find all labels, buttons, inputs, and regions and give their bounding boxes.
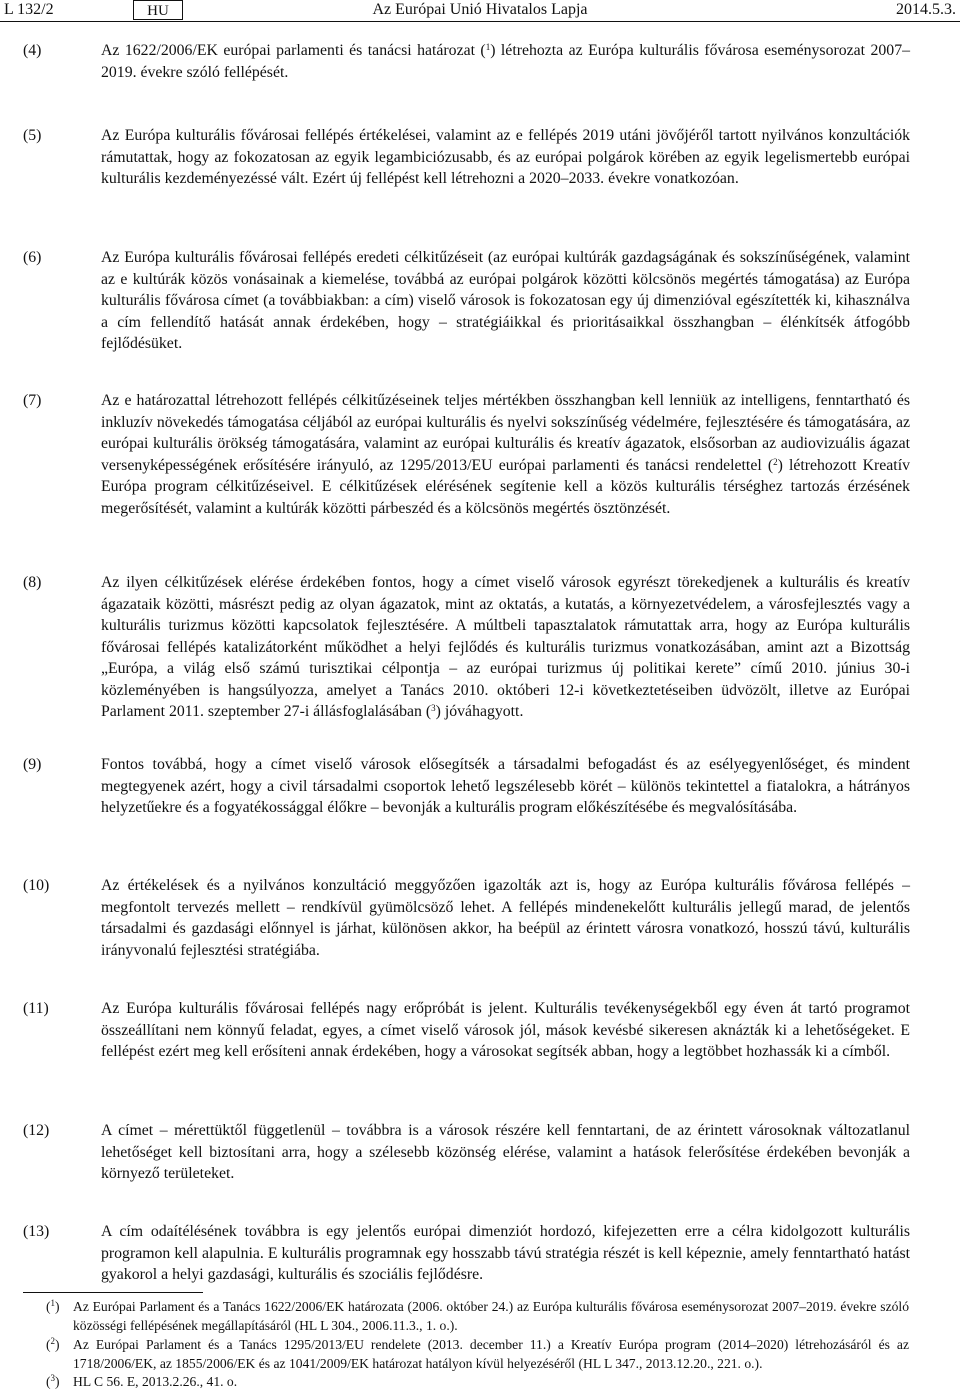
footnote-number-value: 2 [50,1336,56,1346]
recital-number: (11) [23,1000,49,1017]
page-reference: L 132/2 [4,1,54,18]
recital-text [101,1120,910,1185]
recital-text-segment: Az Európa kulturális fővárosai fellépés eredeti célkitűzéseit (az európai kultúrák gazdagságának és sokszínűségének, valamint az e kultúrák közös vonásainak a kiemelése, továbbá az európai polgárok közötti kölcsönös megértés támogatása) az Európa kulturális fővárosa címet (a továbbiakban: a cím) viselő városok is fokozatosan egy új dimenzióval egészítették ki, kihasználva a cím fellendítő hatását annak érdekében, hogy – stratégiáikkal és prioritásaikkal összhangban – élénkítsék átfogóbb fejlődésüket. [101,249,910,352]
recital-text [101,390,910,519]
recital-number: (7) [23,392,42,409]
recital-number: (6) [23,249,42,266]
recital-number: (10) [23,877,50,894]
recital-text [101,125,910,190]
footnote-reference[interactable]: 2 [773,456,778,467]
journal-title: Az Európai Unió Hivatalos Lapja [372,1,588,18]
recital-number: (13) [23,1223,50,1240]
footnote-number: ($^2$) [46,1336,60,1352]
header-rule [0,21,960,22]
recital-number: (12) [23,1122,50,1139]
footnote-number: ($^1$) [46,1298,60,1314]
recital-number: (5) [23,127,42,144]
recital-text [101,572,910,723]
recital-text-segment: Az e határozattal létrehozott fellépés célkitűzéseinek teljes mértékben összhangban kell lenniük az intelligens, fenntartható és inkluzív növekedés támogatása céljából az európai kulturális és nyelvi sokszínűség védelmére, fejlesztésére és támogatására, az európai kulturális örökség támogatására, valamint az európai kulturális és kreatív ágazatok, elsősorban az audiovizuális ágazat versenyképességének erősítésére irányuló, az 1295/2013/EU európai parlamenti és tanácsi rendelettel ( [101,392,910,474]
recital-text-segment: Az 1622/2006/EK európai parlamenti és tanácsi határozat ( [101,42,486,59]
recital-text-segment: Az Európa kulturális fővárosai fellépés értékelései, valamint az e fellépés 2019 utáni jövőjéről tartott nyilvános konzultációk rámutattak, hogy az fokozatosan az egyik legambiciózusabb, és az európai polgárok körében az egyik legelismertebb európai kulturális kezdeményezéssé vált. Ezért új fellépést kell létrehozni a 2020–2033. évekre vonatkozóan. [101,127,910,187]
recital-text-segment: ) létrehozott Kreatív Európa program célkitűzéseivel. E célkitűzések elérésének segítenie kell a közös kulturális térséghez tartozás érzésének megerősítését, valamint a kultúrák közötti párbeszéd és a kölcsönös megértés ösztönzését. [101,456,910,517]
footnote-number: ($^3$) [46,1373,60,1389]
recital-text-segment: ) létrehozta az Európa kulturális fővárosa eseménysorozat 2007–2019. évekre szóló fellépését. [101,42,910,81]
recital-text [101,754,910,819]
footnote-separator [23,1292,203,1293]
language-code-box: HU [133,0,183,20]
recital-text-segment: ) jóváhagyott. [435,703,524,720]
recital-text-segment: Fontos továbbá, hogy a címet viselő városok elősegítsék a társadalmi befogadást és az esélyegyenlőséget, és mindent megtegyenek azért, hogy a civil társadalmi csoportok lehető legszélesebb körét – különös tekintettel a fiatalokra, a hátrányos helyzetűekre és a fogyatékossággal élőkre – bevonják a kulturális program előkészítésébe és megvalósításába. [101,756,910,816]
recital-text [101,875,910,961]
recital-text-segment: Az Európa kulturális fővárosai fellépés nagy erőpróbát is jelent. Kulturális tevékenységekből egy éven át tartó programot összeállítani nem könnyű feladat, egyes, a címet viselő városok jól, mások kevésbé sikeresen aknázták ki a lehetőségeket. E fellépést ezért meg kell erősíteni annak érdekében, hogy a városokat segítsék abban, hogy a legtöbbet hozhassák ki a címből. [101,1000,910,1060]
recital-number: (9) [23,756,42,773]
footnote-text: HL C 56. E, 2013.2.26., 41. o. [73,1374,238,1389]
recital-text [101,998,910,1063]
recital-number: (8) [23,574,42,591]
footnote-text: Az Európai Parlament és a Tanács 1622/2006/EK határozata (2006. október 24.) az Európa kulturális fővárosa eseménysorozat 2007–2019. évekre szóló közösségi fellépésének megállapításáról (HL L 304., 2006.11.3., 1. o.). [73,1299,909,1333]
footnote-reference[interactable]: 3 [431,703,436,713]
footnote-reference[interactable]: 1 [485,42,491,52]
footnote-number-value: 3 [50,1373,56,1383]
publication-date: 2014.5.3. [896,1,956,18]
footnote-text: Az Európai Parlament és a Tanács 1295/2013/EU rendelete (2013. december 11.) a Kreatív Európa program (2014–2020) létrehozásáról és az 1718/2006/EK, az 1855/2006/EK és az 1041/2009/EK határozat hatályon kívül helyezéséről (HL L 347., 2013.12.20., 221. o.). [73,1337,909,1371]
recital-text [101,1221,910,1286]
recital-text [101,40,910,83]
recital-number: (4) [23,42,42,59]
recital-text-segment: Az értékelések és a nyilvános konzultáció meggyőzően igazolták azt is, hogy az Európa kulturális fővárosa fellépés – megfontolt tervezés mellett – rendkívül gyümölcsöző lehet. A fellépés mindenekelőtt kulturális jellegű marad, de jelentős társadalmi és gazdasági előnnyel is járhat, különösen akkor, ha beépül az érintett városra vonatkozó, hosszú távú, kulturális irányvonalú fejlesztési stratégiába. [101,877,910,959]
recital-text [101,247,910,355]
footnote-number-value: 1 [50,1298,56,1308]
recital-text-segment: A címet – mérettüktől függetlenül – továbbra is a városok részére kell fenntartani, de az érintett városoknak változatlanul lehetőséget kell biztosítani arra, hogy a szélesebb közönség elérése, valamint a hatások felerősítése érdekében bevonják a környező területeket. [101,1122,910,1182]
recital-text-segment: A cím odaítélésének továbbra is egy jelentős európai dimenziót hordozó, kifejezetten erre a célra kidolgozott kulturális programon kell alapulnia. E kulturális programnak egy hosszabb távú stratégia részét is kell képeznie, amely fenntartható hatást gyakorol a helyi gazdasági, kulturális és szociális fejlődésre. [101,1223,910,1283]
recital-text-segment: Az ilyen célkitűzések elérése érdekében fontos, hogy a címet viselő városok egyrészt törekedjenek a kulturális és kreatív ágazataik közötti, másrészt pedig az olyan ágazatok, mint az oktatás, a kutatás, a környezetvédelem, a városfejlesztés vagy a kulturális turizmus közötti kapcsolatok fejlesztésére. A múltbeli tapasztalatok rámutattak arra, hogy az Európa kulturális fővárosai fellépés katalizátorként működhet a helyi fejlődés és kulturális turizmus vonatkozásában, amint azt a Bizottság „Európa, a világ első számú turisztikai célpontja – az európai turizmus új politikai kerete” című 2010. június 30-i közleményében is hangsúlyozza, amelyet a Tanács 2010. októberi 12-i következtetéseiben üdvözölt, illetve az Európai Parlament 2011. szeptember 27-i állásfoglalásában ( [101,574,910,720]
